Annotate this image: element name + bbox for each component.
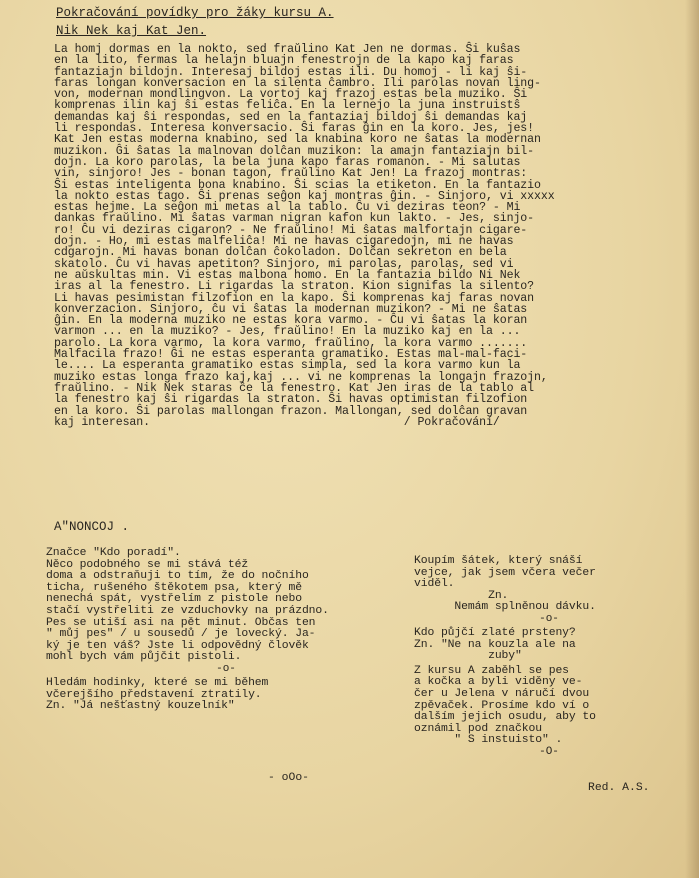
story-line: iras al la fenestro. Li rigardas la straton. Kion signifas la silento? [54, 280, 535, 294]
announcement-line: Značce "Kdo poradí". [46, 547, 181, 559]
story-line: komprenas ilin kaj ŝi estas feliĉa. En la lernejo la juna instruistŝ [54, 99, 521, 113]
announcement-line: a kočka a byli viděny ve- [414, 676, 583, 689]
story-line: parolo. La kora varmo, la kora varmo, fraŭlino, la kora varmo ....... [54, 336, 528, 350]
story-line: la fenestro kaj ŝi rigardas la straton. Ŝi havas optimistan filzofion [54, 393, 528, 407]
announcement-line: doma a odstraňuji to tím, že do nočního [46, 570, 309, 583]
announcement-line: Hledám hodinky, které se mi během [46, 676, 269, 689]
story-line: kaj interesan. / Pokračování/ [54, 415, 500, 429]
announcement-line: viděl. [414, 578, 455, 591]
story-line: dojn. La koro parolas, la bela juna kapo faras romanon. - Mi salutas [54, 155, 521, 169]
story-line: cdgarojn. Mi havas bonan dolĉan ĉokoladon. Dolĉan sekreton en bela [54, 246, 507, 260]
announcement [414, 556, 684, 625]
story-line: fraŭlino. - Nik Nek staras ĉe la fenestro. Kat Jen iras de la tablo al [54, 381, 535, 395]
story-line: Li havas pesimistan filzofion en la kapo. Ŝi komprenas kaj faras novan [54, 291, 535, 305]
end-mark: - oOo- [268, 772, 310, 784]
announcements-right-column [414, 556, 684, 761]
announcements-left-column [46, 548, 406, 716]
announcement-line: ký je ten váš? Jste li odpovědný člověk [46, 639, 309, 652]
story-line: ro! Ĉu vi deziras cigaron? - Ne fraŭlino! Mi ŝatas malfortajn cigare- [54, 223, 528, 237]
story-line: konverzacion. Sinjoro, ĉu vi ŝatas la modernan muzikon? - Mi ne ŝatas [54, 302, 528, 316]
story-body [54, 44, 674, 428]
announcement-line: zuby" [414, 650, 522, 663]
announcement-line: Něco podobného se mi stává též [46, 558, 249, 571]
story-line: le.... La esperanta gramatiko estas simpla, sed la kora varmo kun la [54, 359, 521, 373]
story-line: vin, sinjoro! Jes - bonan tagon, fraŭlino Kat Jen! La frazoj montras: [54, 167, 528, 181]
story-line: en la lito, fermas la helajn bluajn fenestrojn de la kapo kaj faras [54, 54, 514, 68]
announcement-line: Nemám splněnou dávku. [414, 601, 596, 614]
announcement-line: nenechá spát, vystřelím z pistole nebo [46, 593, 302, 606]
announcement-line: Zn. [414, 589, 509, 602]
announcement-line: ticha, rušeného štěkotem psa, který mě [46, 581, 302, 594]
announcement-separator: -o- [216, 662, 236, 675]
announcement-line: " můj pes" / u sousedů / je lovecký. Ja- [46, 628, 316, 641]
announcement-line: Zn. "Já nešťastný kouzelník" [46, 700, 235, 713]
story-line: en la koro. Ŝi parolas mallongan frazon. Mallongan, sed dolĉan gravan [54, 404, 528, 418]
story-line: ĝin. En la moderna muziko ne estas kora varmo. - Ĉu vi ŝatas la koran [54, 314, 528, 328]
story-line: dojn. - Ho, mi estas malfeliĉa! Mi ne havas cigaredojn, mi ne havas [54, 235, 514, 249]
announcement [46, 678, 406, 713]
announcement-line: zpěvaček. Prosíme kdo ví o [414, 699, 590, 712]
story-line: La homj dormas en la nokto, sed fraŭlino Kat Jen ne dormas. Ŝi kuŝas [54, 43, 521, 56]
announcement-line: Koupím šátek, který snáší [414, 555, 583, 567]
announcement-line: dalším jejich osudu, aby to [414, 711, 596, 724]
story-line: demandas kaj ŝi respondas, sed en la fantaziaj bildoj ŝi demandas kaj [54, 110, 528, 124]
editor-signature: Red. A.S. [588, 782, 650, 794]
story-line: Ŝi estas inteligenta bona knabino. Ŝi scias la etiketon. En la fantazio [54, 178, 541, 192]
story-line: varmon ... en la muziko? - Jes, fraŭlino! En la muziko kaj en la ... [54, 325, 521, 339]
announcement [414, 666, 684, 758]
announcement [46, 548, 406, 675]
announcement-line: Kdo půjčí zlaté prsteny? [414, 626, 576, 639]
announcement-line: včerejšího představení ztratily. [46, 688, 262, 701]
announcement-line: vejce, jak jsem včera večer [414, 566, 596, 579]
announcement-separator: -o- [539, 612, 559, 625]
announcement-line: mohl bych vám půjčit pistoli. [46, 651, 242, 664]
announcement-line: Zn. "Ne na kouzla ale na [414, 638, 576, 651]
story-line: muziko estas longa frazo kaj,kaj ... vi ne komprenas la longajn frazojn, [54, 370, 548, 384]
story-line: ne aŭskultas min. Vi estas malbona homo. En la fantazia bildo Ni Nek [54, 268, 521, 282]
announcement-line: oznámil pod značkou [414, 722, 542, 735]
story-line: estas hejme. La seĝon mi metas al la tablo. Ĉu vi deziras teon? - Mi [54, 201, 521, 215]
announcement-line: čer u Jelena v náručí dvou [414, 687, 590, 700]
announcement [414, 628, 684, 663]
announcement-line: Pes se utiší asi na pět minut. Občas ten [46, 616, 316, 629]
announcement-line: " S instuisto" . [414, 734, 563, 747]
story-line: li respondas. Interesa konversacio. Ŝi faras ĝin en la koro. Jes, jes! [54, 122, 535, 136]
announcement-line: stačí vystřeliti ze vzduchovky na prázdno. [46, 604, 329, 617]
announcement-separator: -O- [539, 745, 559, 758]
story-line: von, modernan mondlingvon. La vortoj kaj frazoj estas bela muziko. Ŝi [54, 88, 528, 102]
story-line: Malfacila frazo! Ĝi ne estas esperanta gramatiko. Estas mal-mal-faci- [54, 348, 528, 362]
story-line: faras longan konversacion en la silenta ĉambro. Ili parolas novan ling- [54, 76, 541, 90]
page-edge-shadow [685, 0, 699, 878]
story-line: dankas fraŭlino. Mi ŝatas varman nigran kafon kun lakto. - Jes, sinjo- [54, 212, 535, 226]
story-line: skatolo. Ĉu vi havas apetiton? Sinjoro, mi parolas, parolas, sed vi [54, 257, 514, 271]
announcement-line: Z kursu A zaběhl se pes [414, 664, 569, 677]
story-line: fantaziajn bildojn. Interesaj bildoj estas ili. Du homoj - li kaj ŝi- [54, 65, 528, 79]
story-line: Kat Jen estas moderna knabino, sed la knabina koro ne ŝatas la modernan [54, 133, 541, 147]
header-title: Pokračování povídky pro žáky kursu A. [56, 6, 334, 20]
story-line: la nokto estas tago. Ŝi prenas seĝon kaj montras ĝin. - Sinjoro, vi xxxxx [54, 189, 555, 203]
announcements-heading: A"NONCOJ . [54, 520, 130, 534]
story-title: Nik Nek kaj Kat Jen. [56, 24, 207, 38]
story-line: muzikon. Ĝi ŝatas la malnovan dolĉan muzikon: la amajn fantaziajn bil- [54, 144, 535, 158]
